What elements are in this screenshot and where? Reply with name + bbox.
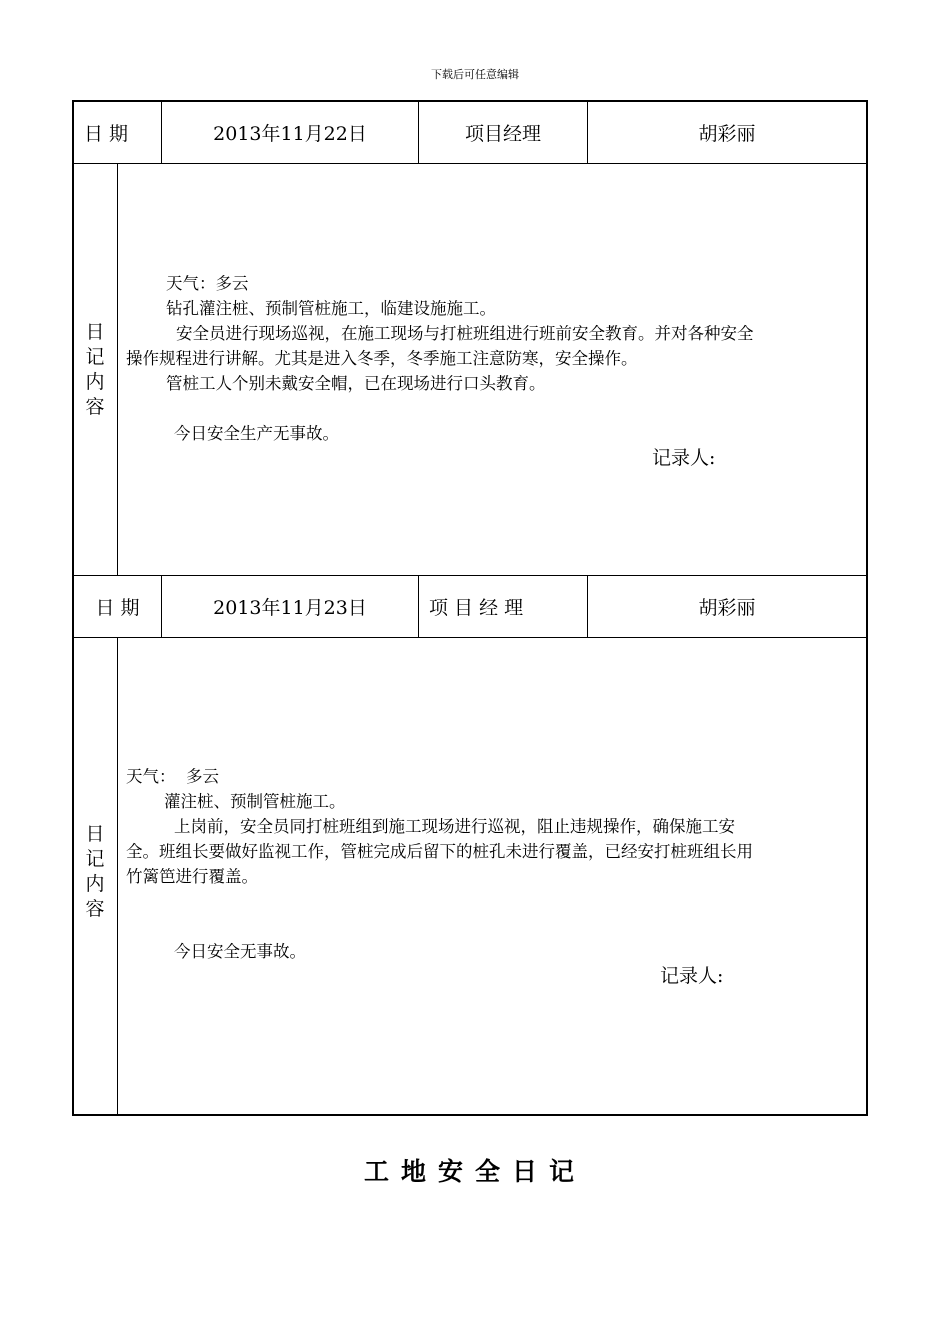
recorder-label: 记录人: <box>652 447 716 469</box>
recorder-label: 记录人: <box>660 965 724 987</box>
page-header-note: 下载后可任意编辑 <box>431 68 519 81</box>
content-label-char: 内 <box>85 873 105 895</box>
content-line: 操作规程进行讲解。尤其是进入冬季，冬季施工注意防寒，安全操作。 <box>126 349 638 368</box>
col-divider <box>117 163 118 575</box>
row-divider <box>74 163 866 164</box>
row-divider <box>74 637 866 638</box>
diary-content <box>126 271 861 446</box>
manager-label: 项 目 经 理 <box>429 597 524 619</box>
date-label: 日 期 <box>95 597 140 619</box>
content-line: 灌注桩、预制管桩施工。 <box>164 792 346 811</box>
content-line: 安全员进行现场巡视，在施工现场与打桩班组进行班前安全教育。并对各种安全 <box>176 324 754 343</box>
content-label <box>74 822 116 922</box>
content-label <box>74 320 116 420</box>
content-line: 竹篱笆进行覆盖。 <box>126 867 258 886</box>
content-label-char: 容 <box>85 898 105 920</box>
content-line: 钻孔灌注桩、预制管桩施工，临建设施施工。 <box>166 299 496 318</box>
date-value: 2013年11月22日 <box>213 123 367 145</box>
content-line: 上岗前，安全员同打桩班组到施工现场进行巡视，阻止违规操作，确保施工安 <box>174 817 735 836</box>
weather-line: 天气：多云 <box>166 274 249 293</box>
summary-line: 今日安全生产无事故。 <box>174 424 339 443</box>
content-line: 全。班组长要做好监视工作，管桩完成后留下的桩孔未进行覆盖，已经安打桩班组长用 <box>126 842 753 861</box>
col-divider <box>117 637 118 1114</box>
diary-content <box>126 764 861 964</box>
safety-diary-table <box>72 100 868 1116</box>
manager-name: 胡彩丽 <box>698 123 756 145</box>
content-label-char: 日 <box>85 321 105 343</box>
content-label-char: 记 <box>85 848 105 870</box>
content-label-char: 内 <box>85 371 105 393</box>
manager-label: 项目经理 <box>464 123 541 145</box>
date-value: 2013年11月23日 <box>213 597 367 619</box>
document-title: 工地安全日记 <box>363 1157 586 1186</box>
content-line: 管桩工人个别未戴安全帽，已在现场进行口头教育。 <box>166 374 546 393</box>
manager-name: 胡彩丽 <box>698 597 756 619</box>
content-label-char: 容 <box>85 396 105 418</box>
weather-line: 天气： 多云 <box>126 767 219 786</box>
summary-line: 今日安全无事故。 <box>174 942 306 961</box>
date-label: 日 期 <box>84 123 129 145</box>
content-label-char: 日 <box>85 823 105 845</box>
content-label-char: 记 <box>85 346 105 368</box>
